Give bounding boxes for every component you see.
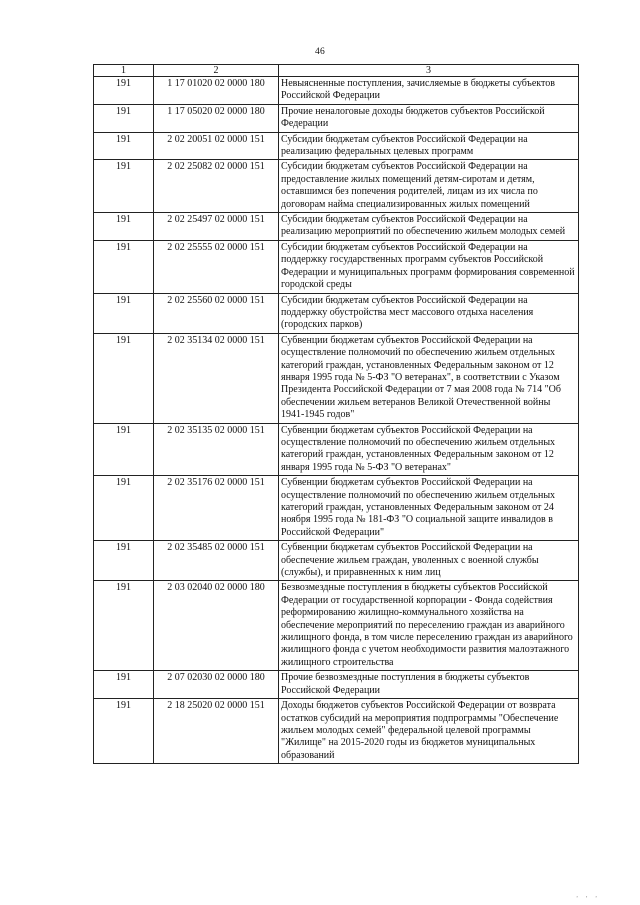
budget-classification-code-cell: 2 07 02030 02 0000 180 [154,671,279,699]
table-row [94,77,579,105]
budget-classification-code-cell: 2 02 25560 02 0000 151 [154,293,279,333]
table-row [94,423,579,476]
column-header-2: 2 [154,65,279,77]
admin-code-cell: 191 [94,671,154,699]
budget-classification-code-cell: 2 02 20051 02 0000 151 [154,132,279,160]
revenue-codes-table [93,64,579,764]
admin-code-cell: 191 [94,333,154,423]
table-row [94,541,579,581]
table-row [94,333,579,423]
admin-code-cell: 191 [94,699,154,764]
budget-classification-code-cell: 2 02 25555 02 0000 151 [154,240,279,293]
budget-classification-code-cell: 1 17 01020 02 0000 180 [154,77,279,105]
budget-classification-code-cell: 2 02 25082 02 0000 151 [154,160,279,213]
budget-classification-code-cell: 2 02 35134 02 0000 151 [154,333,279,423]
column-header-1: 1 [94,65,154,77]
budget-classification-code-cell: 2 02 35176 02 0000 151 [154,476,279,541]
table-header-row [94,65,579,77]
revenue-name-cell: Субвенции бюджетам субъектов Российской Федерации на осуществление полномочий по обеспечению жильем отдельных категорий граждан, установленных Федеральным законом от 24 ноября 1995 года № 181-ФЗ "О социальной защите инвалидов в Российской Федерации" [279,476,579,541]
revenue-name-cell: Субсидии бюджетам субъектов Российской Федерации на предоставление жилых помещений детям-сиротам и детям, оставшимся без попечения родителей, лицам из их числа по договорам найма специализированных жилых помещений [279,160,579,213]
revenue-name-cell: Субсидии бюджетам субъектов Российской Федерации на реализацию мероприятий по обеспечению жильем молодых семей [279,213,579,241]
admin-code-cell: 191 [94,581,154,671]
admin-code-cell: 191 [94,104,154,132]
table-row [94,293,579,333]
revenue-name-cell: Субвенции бюджетам субъектов Российской Федерации на обеспечение жильем граждан, уволенных с военной службы (службы), и приравненных к ним лиц [279,541,579,581]
admin-code-cell: 191 [94,77,154,105]
revenue-name-cell: Доходы бюджетов субъектов Российской Федерации от возврата остатков субсидий на мероприятия подпрограммы "Обеспечение жильем молодых семей" федеральной целевой программы "Жилище" на 2015-2020 годы из бюджетов муниципальных образований [279,699,579,764]
admin-code-cell: 191 [94,240,154,293]
table-row [94,699,579,764]
revenue-name-cell: Субсидии бюджетам субъектов Российской Федерации на поддержку государственных программ субъектов Российской Федерации и муниципальных программ формирования современной городской среды [279,240,579,293]
column-header-3: 3 [279,65,579,77]
table-row [94,671,579,699]
table-row [94,132,579,160]
admin-code-cell: 191 [94,541,154,581]
budget-classification-code-cell: 2 18 25020 02 0000 151 [154,699,279,764]
budget-classification-code-cell: 2 02 35135 02 0000 151 [154,423,279,476]
revenue-name-cell: Субсидии бюджетам субъектов Российской Федерации на поддержку обустройства мест массового отдыха населения (городских парков) [279,293,579,333]
table-row [94,104,579,132]
revenue-name-cell: Субвенции бюджетам субъектов Российской Федерации на осуществление полномочий по обеспечению жильем отдельных категорий граждан, установленных Федеральным законом от 12 января 1995 года № 5-ФЗ "О ветеранах", в соответствии с Указом Президента Российской Федерации от 7 мая 2008 года № 714 "Об обеспечении жильем ветеранов Великой Отечественной войны 1941-1945 годов" [279,333,579,423]
admin-code-cell: 191 [94,132,154,160]
admin-code-cell: 191 [94,476,154,541]
revenue-name-cell: Невыясненные поступления, зачисляемые в бюджеты субъектов Российской Федерации [279,77,579,105]
budget-classification-code-cell: 1 17 05020 02 0000 180 [154,104,279,132]
table-row [94,213,579,241]
scan-corner-mark: , , , [576,891,600,899]
admin-code-cell: 191 [94,423,154,476]
admin-code-cell: 191 [94,293,154,333]
revenue-name-cell: Субвенции бюджетам субъектов Российской Федерации на осуществление полномочий по обеспечению жильем отдельных категорий граждан, установленных Федеральным законом от 12 января 1995 года № 5-ФЗ "О ветеранах" [279,423,579,476]
table-row [94,240,579,293]
budget-classification-code-cell: 2 02 35485 02 0000 151 [154,541,279,581]
table-row [94,581,579,671]
table-row [94,160,579,213]
budget-classification-code-cell: 2 02 25497 02 0000 151 [154,213,279,241]
page-number: 46 [314,47,326,57]
admin-code-cell: 191 [94,213,154,241]
revenue-name-cell: Прочие неналоговые доходы бюджетов субъектов Российской Федерации [279,104,579,132]
revenue-name-cell: Прочие безвозмездные поступления в бюджеты субъектов Российской Федерации [279,671,579,699]
revenue-name-cell: Безвозмездные поступления в бюджеты субъектов Российской Федерации от государственной корпорации - Фонда содействия реформированию жилищно-коммунального хозяйства на обеспечение мероприятий по переселению граждан из аварийного жилищного фонда, в том числе переселению граждан из аварийного жилищного фонда с учетом необходимости развития малоэтажного жилищного строительства [279,581,579,671]
budget-classification-code-cell: 2 03 02040 02 0000 180 [154,581,279,671]
admin-code-cell: 191 [94,160,154,213]
revenue-name-cell: Субсидии бюджетам субъектов Российской Федерации на реализацию федеральных целевых программ [279,132,579,160]
table-row [94,476,579,541]
